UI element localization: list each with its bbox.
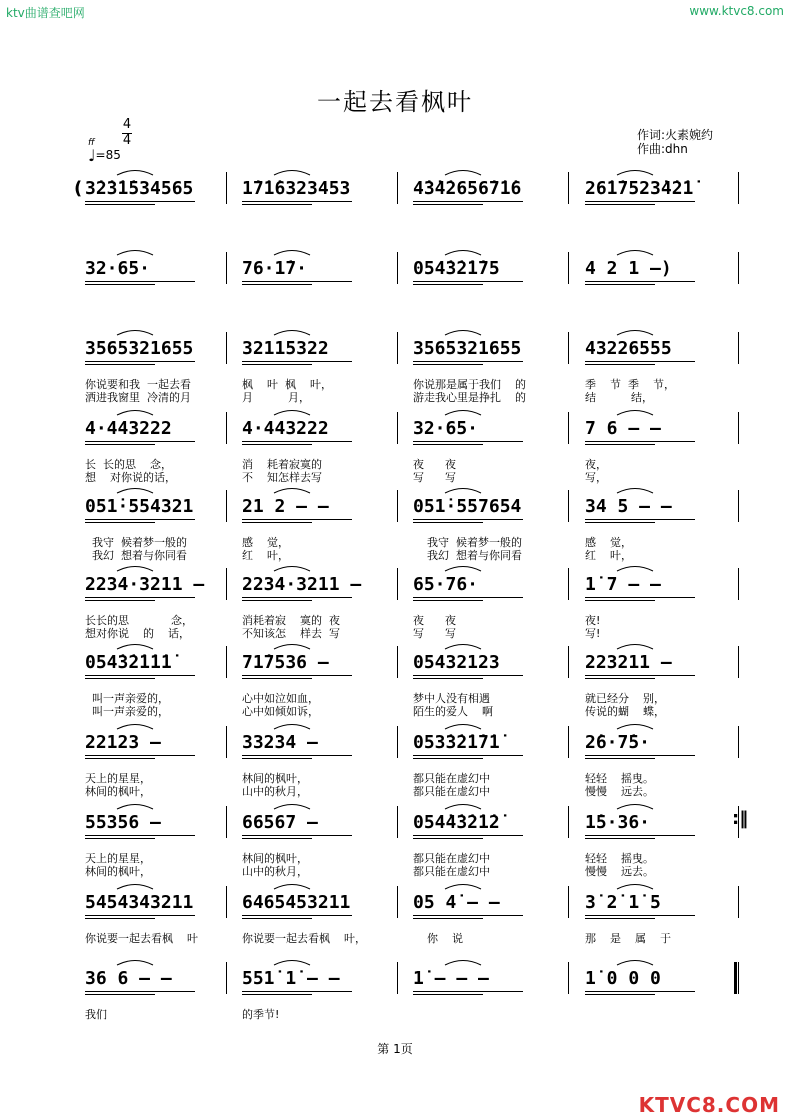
beam-line <box>85 915 195 916</box>
tempo-value: =85 <box>95 148 121 162</box>
lyric-line: 陌生的爱人 啊 <box>413 705 493 718</box>
bar-line <box>397 568 398 600</box>
bar-line <box>568 412 569 444</box>
song-title: 一起去看枫叶 <box>317 88 473 116</box>
beam-line <box>85 519 195 520</box>
bar-line <box>568 172 569 204</box>
lyric-line: 我们 <box>85 1008 107 1021</box>
slur-mark <box>443 640 483 650</box>
beam-line <box>242 758 312 759</box>
lyric-line: 传说的蝴 蝶， <box>585 705 665 718</box>
measure: 05 4̇ – – <box>413 892 500 913</box>
beam-line <box>85 281 195 282</box>
bar-line <box>226 412 227 444</box>
lyric-line: 林间的枫叶， <box>85 865 151 878</box>
lyric-line: 红 叶， <box>242 549 289 562</box>
measure: 05432123 <box>413 652 500 673</box>
lyric-line: 写! <box>585 627 601 640</box>
site-name-left: ktv曲谱查吧网 <box>6 6 85 20</box>
slur-mark <box>272 640 312 650</box>
lyric-line: 轻轻 摇曳。 <box>585 772 654 785</box>
lyric-line: 写 写 <box>413 471 456 484</box>
final-barline <box>734 962 737 994</box>
beam-line <box>85 522 155 523</box>
bar-line <box>397 886 398 918</box>
measure: 3565321655 <box>85 338 194 359</box>
bar-line <box>397 412 398 444</box>
beam-line <box>242 519 352 520</box>
lyric-line: 想 对你说的话， <box>85 471 176 484</box>
bar-line <box>568 490 569 522</box>
lyric-line: 我守 候着梦一般的 <box>85 536 187 549</box>
slur-mark <box>115 246 155 256</box>
lyric-line: 感 觉， <box>242 536 289 549</box>
bar-line <box>226 568 227 600</box>
beam-line <box>85 600 155 601</box>
measure: 054̇4̇3̇2̇1̇2̇ <box>413 812 500 833</box>
bar-line <box>397 172 398 204</box>
beam-line <box>85 444 155 445</box>
lyric-line: 不 知怎样去写 <box>242 471 322 484</box>
slur-mark <box>272 326 312 336</box>
bar-line <box>568 568 569 600</box>
bar-line <box>738 332 739 364</box>
beam-line <box>242 918 312 919</box>
dynamic-mark: ff <box>88 138 95 148</box>
beam-line <box>585 915 695 916</box>
bar-line <box>738 886 739 918</box>
lyric-line: 长长的思 念， <box>85 614 193 627</box>
slur-mark <box>115 800 155 810</box>
bar-line <box>568 886 569 918</box>
slur-mark <box>615 720 655 730</box>
beam-line <box>413 522 483 523</box>
lyric-line: 月 月， <box>242 391 310 404</box>
beam-line <box>585 755 695 756</box>
slur-mark <box>272 720 312 730</box>
lyric-line: 洒进我窗里 冷清的月 <box>85 391 191 404</box>
beam-line <box>413 204 483 205</box>
lyric-line: 长 长的思 念， <box>85 458 172 471</box>
bar-line <box>397 962 398 994</box>
bar-line <box>568 332 569 364</box>
bar-line <box>397 332 398 364</box>
measure: 32·65· <box>85 258 151 279</box>
measure: 4 2 1 –) <box>585 258 672 279</box>
beam-line <box>242 441 352 442</box>
lyric-line: 我守 候着梦一般的 <box>413 536 522 549</box>
beam-line <box>413 519 523 520</box>
bar-line <box>738 568 739 600</box>
slur-mark <box>115 562 155 572</box>
beam-line <box>585 675 695 676</box>
bar-line <box>226 172 227 204</box>
quarter-note-icon: ♩ <box>88 146 96 165</box>
beam-line <box>85 994 155 995</box>
lyric-line: 林间的枫叶， <box>85 785 151 798</box>
lyric-line: 不知该怎 样去 写 <box>242 627 340 640</box>
measure: 6465453211 <box>242 892 351 913</box>
beam-line <box>242 838 312 839</box>
lyric-line: 心中如泣如血， <box>242 692 319 705</box>
lyric-line: 那 是 属 于 <box>585 932 671 945</box>
measure: 4̇3̇4̇2656̇7̇1̇6 <box>413 178 522 199</box>
lyric-line: 山中的秋月， <box>242 785 308 798</box>
beam-line <box>585 361 695 362</box>
beam-line <box>242 597 352 598</box>
measure: 3̇ 2̇ 1̇ 5 <box>585 892 661 913</box>
beam-line <box>242 678 312 679</box>
beam-line <box>242 835 352 836</box>
measure: 1̇7̇1̇6323453 <box>242 178 351 199</box>
measure: 71̇7536 – <box>242 652 329 673</box>
beam-line <box>85 678 155 679</box>
meter-top: 4 <box>122 117 132 132</box>
beam-line <box>585 918 655 919</box>
beam-line <box>85 597 195 598</box>
lyric-line: 游走我心里是挣扎 的 <box>413 391 526 404</box>
slur-mark <box>443 166 483 176</box>
bar-line <box>738 962 739 994</box>
bar-line <box>397 490 398 522</box>
slur-mark <box>443 880 483 890</box>
slur-mark <box>443 484 483 494</box>
beam-line <box>585 364 655 365</box>
beam-line <box>413 281 523 282</box>
beam-line <box>85 364 155 365</box>
beam-line <box>85 758 155 759</box>
lyric-line: 慢慢 远去。 <box>585 865 654 878</box>
slur-mark <box>115 880 155 890</box>
beam-line <box>413 361 523 362</box>
beam-line <box>242 281 352 282</box>
beam-line <box>242 915 352 916</box>
slur-mark <box>443 246 483 256</box>
beam-line <box>242 284 312 285</box>
measure: 053̇3̇2̇1̇7̇1̇ <box>413 732 500 753</box>
beam-line <box>413 838 483 839</box>
slur-mark <box>115 720 155 730</box>
beam-line <box>413 678 483 679</box>
measure: 21 2 – – <box>242 496 329 517</box>
beam-line <box>585 444 655 445</box>
slur-mark <box>615 406 655 416</box>
lyric-line: 你说要一起去看枫 叶 <box>85 932 198 945</box>
lyric-line: 你说要一起去看枫 叶， <box>242 932 366 945</box>
measure: 5454343211 <box>85 892 194 913</box>
measure: 22123 – <box>85 732 161 753</box>
beam-line <box>413 835 523 836</box>
lyric-line: 结 结， <box>585 391 653 404</box>
beam-line <box>585 758 655 759</box>
beam-line <box>242 600 312 601</box>
beam-line <box>585 519 695 520</box>
beam-line <box>585 835 695 836</box>
measure: 66567 – <box>242 812 318 833</box>
beam-line <box>585 441 695 442</box>
slur-mark <box>615 246 655 256</box>
beam-line <box>585 994 655 995</box>
lyric-line: 消 耗着寂寞的 <box>242 458 322 471</box>
beam-line <box>585 838 655 839</box>
slur-mark <box>115 406 155 416</box>
lyric-line: 就已经分 别， <box>585 692 665 705</box>
page-number: 第 1页 <box>377 1042 413 1056</box>
measure: 4·443222 <box>85 418 172 439</box>
slur-mark <box>272 956 312 966</box>
beam-line <box>585 201 695 202</box>
beam-line <box>242 204 312 205</box>
measure: 65·76· <box>413 574 479 595</box>
slur-mark <box>615 956 655 966</box>
beam-line <box>242 675 352 676</box>
bar-line <box>568 962 569 994</box>
beam-line <box>585 204 655 205</box>
slur-mark <box>615 640 655 650</box>
slur-mark <box>272 406 312 416</box>
slur-mark <box>615 562 655 572</box>
beam-line <box>242 201 352 202</box>
lyric-line: 红 叶， <box>585 549 632 562</box>
measure: 054̇3̇2̇1̇75 <box>413 258 500 279</box>
measure: 34 5 – – <box>585 496 672 517</box>
slur-mark <box>443 406 483 416</box>
beam-line <box>413 441 523 442</box>
lyric-line: 夜， <box>585 458 607 471</box>
bar-line <box>738 490 739 522</box>
measure: 76·1̇7· <box>242 258 308 279</box>
bar-line <box>738 646 739 678</box>
lyric-line: 天上的星星， <box>85 772 151 785</box>
lyric-line: 写 写 <box>413 627 456 640</box>
bar-line <box>738 412 739 444</box>
watermark-logo: KTVC8.COM <box>638 1093 780 1117</box>
slur-mark <box>115 166 155 176</box>
slur-mark <box>115 640 155 650</box>
beam-line <box>413 364 483 365</box>
beam-line <box>413 758 483 759</box>
lyric-line: 写， <box>585 471 607 484</box>
beam-line <box>413 675 523 676</box>
lyric-line: 叫一声亲爱的， <box>85 692 169 705</box>
beam-line <box>413 918 483 919</box>
lyric-line: 你 说 <box>413 932 463 945</box>
beam-line <box>585 991 695 992</box>
bar-line <box>226 490 227 522</box>
beam-line <box>85 284 155 285</box>
slur-mark <box>272 800 312 810</box>
slur-mark <box>115 326 155 336</box>
beam-line <box>413 444 483 445</box>
beam-line <box>85 835 195 836</box>
measure: 3̇2̇3̇1̇534565 <box>85 178 194 199</box>
measure: 054̇3̇2̇1̇1̇1̇ <box>85 652 172 673</box>
lyric-line: 林间的枫叶， <box>242 772 308 785</box>
slur-mark <box>615 484 655 494</box>
bar-line <box>568 726 569 758</box>
beam-line <box>242 364 312 365</box>
slur-mark <box>272 562 312 572</box>
lyric-line: 梦中人没有相遇 <box>413 692 490 705</box>
beam-line <box>242 522 312 523</box>
beam-line <box>242 755 352 756</box>
beam-line <box>85 441 195 442</box>
lyric-line: 你说要和我 一起去看 <box>85 378 191 391</box>
beam-line <box>413 284 483 285</box>
measure: 32·65· <box>413 418 479 439</box>
beam-line <box>85 838 155 839</box>
beam-line <box>585 597 695 598</box>
beam-line <box>413 755 523 756</box>
bar-line <box>226 332 227 364</box>
intro-paren: ( <box>74 178 83 199</box>
bar-line <box>738 726 739 758</box>
measure: 1̇ 0 0 0 <box>585 968 661 989</box>
beam-line <box>85 204 155 205</box>
measure: 32115322 <box>242 338 329 359</box>
beam-line <box>413 915 523 916</box>
bar-line <box>226 726 227 758</box>
measure: 4·443222 <box>242 418 329 439</box>
bar-line <box>226 962 227 994</box>
composer: 作曲:dhn <box>637 142 688 156</box>
slur-mark <box>115 484 155 494</box>
measure: 1̇5·36· <box>585 812 651 833</box>
site-url-right[interactable]: www.ktvc8.com <box>689 4 784 18</box>
beam-line <box>242 444 312 445</box>
bar-line <box>397 726 398 758</box>
slur-mark <box>615 880 655 890</box>
bar-line <box>226 806 227 838</box>
measure: 33234 – <box>242 732 318 753</box>
measure: 051̇·554321 <box>85 496 194 517</box>
beam-line <box>585 281 695 282</box>
repeat-sign: :‖ <box>732 808 749 829</box>
lyric-line: 夜! <box>585 614 601 627</box>
lyric-line: 叫一声亲爱的， <box>85 705 169 718</box>
credits <box>637 128 713 156</box>
lyric-line: 夜 夜 <box>413 614 456 627</box>
tempo-marking <box>88 138 121 165</box>
slur-mark <box>443 326 483 336</box>
slur-mark <box>615 166 655 176</box>
bar-line <box>397 252 398 284</box>
bar-line <box>568 646 569 678</box>
lyricist: 作词:火素婉约 <box>637 128 714 142</box>
beam-line <box>585 284 655 285</box>
bar-line <box>226 252 227 284</box>
bar-line <box>738 252 739 284</box>
lyric-line: 都只能在虚幻中 <box>413 852 490 865</box>
lyric-line: 都只能在虚幻中 <box>413 865 490 878</box>
measure: 2234·3211 – <box>85 574 205 595</box>
slur-mark <box>443 800 483 810</box>
beam-line <box>242 361 352 362</box>
slur-mark <box>443 956 483 966</box>
lyric-line: 天上的星星， <box>85 852 151 865</box>
measure: 26̇1̇7523̇4̇2̇1̇ <box>585 178 694 199</box>
slur-mark <box>272 484 312 494</box>
lyric-line: 季 节 季 节， <box>585 378 675 391</box>
meter-bottom: 4 <box>122 133 132 148</box>
measure: 2234·3211 – <box>242 574 362 595</box>
beam-line <box>242 994 312 995</box>
lyric-line: 夜 夜 <box>413 458 456 471</box>
beam-line <box>585 522 655 523</box>
lyric-line: 都只能在虚幻中 <box>413 785 490 798</box>
measure: 55356 – <box>85 812 161 833</box>
beam-line <box>85 991 195 992</box>
bar-line <box>738 172 739 204</box>
lyric-line: 轻轻 摇曳。 <box>585 852 654 865</box>
measure: 1̇ – – – <box>413 968 489 989</box>
beam-line <box>85 201 195 202</box>
lyric-line: 我幻 想着与你同看 <box>413 549 522 562</box>
beam-line <box>413 600 483 601</box>
slur-mark <box>272 880 312 890</box>
measure: 3565321655 <box>413 338 522 359</box>
beam-line <box>85 675 195 676</box>
lyric-line: 想对你说 的 话， <box>85 627 190 640</box>
lyric-line: 我幻 想着与你同看 <box>85 549 187 562</box>
slur-mark <box>443 720 483 730</box>
lyric-line: 消耗着寂 寞的 夜 <box>242 614 340 627</box>
lyric-line: 都只能在虚幻中 <box>413 772 490 785</box>
measure: 1̇ 7 – – <box>585 574 661 595</box>
lyric-line: 心中如倾如诉， <box>242 705 319 718</box>
slur-mark <box>443 562 483 572</box>
lyric-line: 林间的枫叶， <box>242 852 308 865</box>
slur-mark <box>615 326 655 336</box>
slur-mark <box>272 246 312 256</box>
bar-line <box>226 886 227 918</box>
slur-mark <box>615 800 655 810</box>
beam-line <box>585 678 655 679</box>
beam-line <box>413 994 483 995</box>
lyric-line: 慢慢 远去。 <box>585 785 654 798</box>
beam-line <box>85 755 195 756</box>
bar-line <box>397 646 398 678</box>
lyric-line: 枫 叶 枫 叶， <box>242 378 332 391</box>
measure: 7 6 – – <box>585 418 661 439</box>
beam-line <box>585 600 655 601</box>
bar-line <box>568 806 569 838</box>
lyric-line: 山中的秋月， <box>242 865 308 878</box>
beam-line <box>85 361 195 362</box>
measure: 223211 – <box>585 652 672 673</box>
bar-line <box>568 252 569 284</box>
lyric-line: 的季节! <box>242 1008 280 1021</box>
measure: 051̇·557654 <box>413 496 522 517</box>
lyric-line: 感 觉， <box>585 536 632 549</box>
measure: 36 6 – – <box>85 968 172 989</box>
slur-mark <box>272 166 312 176</box>
bar-line <box>226 646 227 678</box>
bar-line <box>397 806 398 838</box>
measure: 2̇6·7̇5· <box>585 732 651 753</box>
beam-line <box>413 201 523 202</box>
beam-line <box>85 918 155 919</box>
beam-line <box>413 597 523 598</box>
measure: 551̇ 1̇ – – <box>242 968 340 989</box>
time-signature <box>122 118 132 148</box>
beam-line <box>413 991 523 992</box>
lyric-line: 你说那是属于我们 的 <box>413 378 526 391</box>
beam-line <box>242 991 352 992</box>
slur-mark <box>115 956 155 966</box>
measure: 43226555 <box>585 338 672 359</box>
